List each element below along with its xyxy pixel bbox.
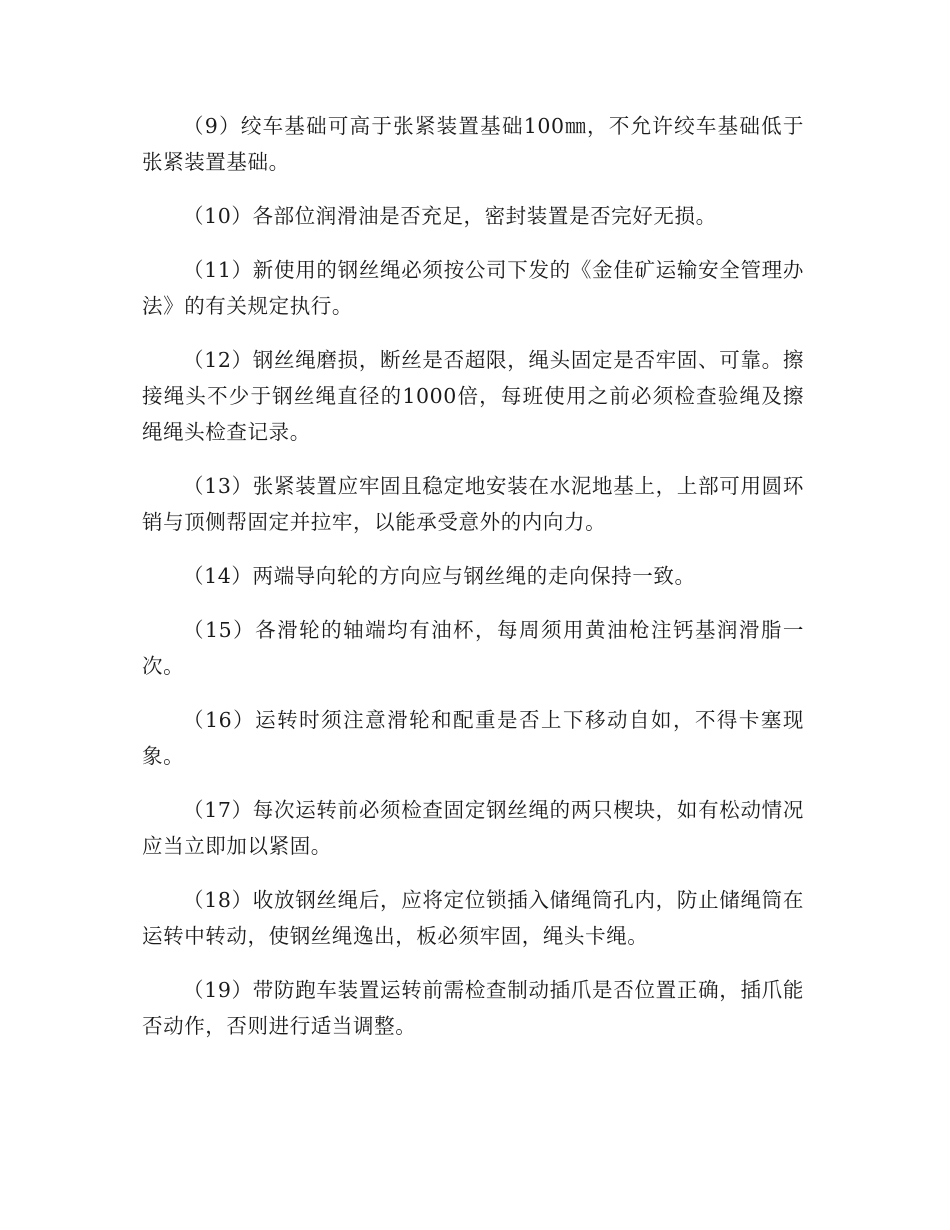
paragraph-item-16: （16）运转时须注意滑轮和配重是否上下移动自如，不得卡塞现象。 [142, 708, 804, 768]
paragraph-item-9: （9）绞车基础可高于张紧装置基础100㎜，不允许绞车基础低于张紧装置基础。 [142, 114, 804, 174]
paragraph-item-18: （18）收放钢丝绳后，应将定位锁插入储绳筒孔内，防止储绳筒在运转中转动，使钢丝绳逸出，板必须牢固，绳头卡绳。 [142, 888, 804, 948]
paragraph-item-12: （12）钢丝绳磨损，断丝是否超限，绳头固定是否牢固、可靠。擦接绳头不少于钢丝绳直径的1000倍，每班使用之前必须检查验绳及擦绳绳头检查记录。 [142, 348, 804, 444]
paragraph-item-19: （19）带防跑车装置运转前需检查制动插爪是否位置正确，插爪能否动作，否则进行适当调整。 [142, 978, 804, 1038]
paragraph-item-17: （17）每次运转前必须检查固定钢丝绳的两只楔块，如有松动情况应当立即加以紧固。 [142, 798, 804, 858]
paragraph-item-15: （15）各滑轮的轴端均有油杯，每周须用黄油枪注钙基润滑脂一次。 [142, 618, 804, 678]
paragraph-item-13: （13）张紧装置应牢固且稳定地安装在水泥地基上，上部可用圆环销与顶侧帮固定并拉牢，以能承受意外的内向力。 [142, 474, 804, 534]
paragraph-item-10: （10）各部位润滑油是否充足，密封装置是否完好无损。 [183, 204, 717, 228]
paragraph-item-14: （14）两端导向轮的方向应与钢丝绳的走向保持一致。 [183, 564, 696, 588]
document-body [142, 108, 804, 1062]
paragraph-item-11: （11）新使用的钢丝绳必须按公司下发的《金佳矿运输安全管理办法》的有关规定执行。 [142, 258, 804, 318]
